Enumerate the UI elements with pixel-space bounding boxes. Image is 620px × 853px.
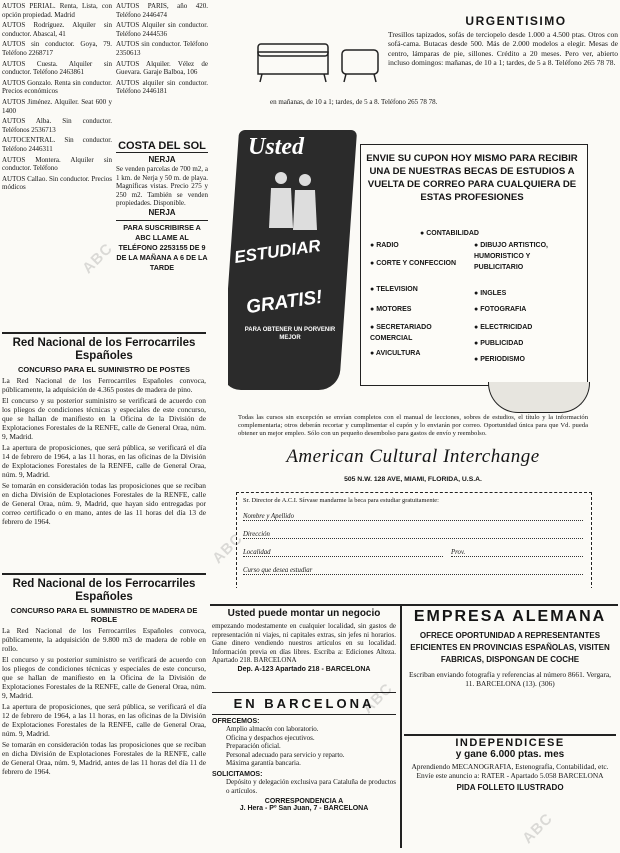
scholarship-ad xyxy=(228,120,606,588)
negocio-title: Usted puede montar un negocio xyxy=(227,608,381,619)
list-item: AUTOS Rodríguez. Alquiler sin conductor. Abascal, 41 xyxy=(2,21,112,38)
empresa-title: EMPRESA ALEMANA xyxy=(413,608,607,625)
costa-text: Se venden parcelas de 700 m2, a 1 km. de Nerja y 50 m. de playa. Magníficas vistas. Precio 275 y 250 m2. También se venden propiedades. Disponible. xyxy=(116,165,208,208)
field-localidad[interactable]: Localidad xyxy=(243,549,443,557)
independicese-subtitle: y gane 6.000 ptas. mes xyxy=(455,749,565,760)
profession-item: ● MOTORES xyxy=(370,306,412,313)
coupon-form xyxy=(236,492,592,588)
profession-item: ● PUBLICIDAD xyxy=(474,340,524,347)
abc-subscription: PARA SUSCRIBIRSE A ABC LLAME AL TELÉFONO 2253155 DE 9 DE LA MAÑANA A 6 DE LA TARDE xyxy=(116,220,208,273)
profession-item: ● DIBUJO ARTISTICO, HUMORISTICO Y PUBLICITARIO xyxy=(474,242,548,271)
list-item: Máxima garantía bancaria. xyxy=(226,759,301,768)
empresa-text: Escriban enviando fotografía y referencias al número 8661. Vergara, 11. BARCELONA (13). (306) xyxy=(408,670,612,689)
students-illustration xyxy=(263,168,323,238)
gratis-label: GRATIS! xyxy=(244,286,324,319)
negocio-text: empezando modestamente en cualquier localidad, sin gastos de representación ni viajes, ni capitales extras, sin jefes ni horarios. Gane dinero vendiendo nuestros artículos en su localidad. Información previa en días libres. Escriba a: Ediciones Alteza. Apartado 218. BARCELONA xyxy=(212,622,396,665)
costa-heading: COSTA DEL SOL xyxy=(116,140,208,153)
notice-paragraph: La Red Nacional de los Ferrocarriles Españoles convoca, públicamente, la adquisición de 4.365 postes de madera de pino. xyxy=(2,376,206,394)
second-column-classifieds xyxy=(116,2,208,137)
ofrecemos-label: OFRECEMOS: xyxy=(212,718,260,725)
barcelona-footer: CORRESPONDENCIA A xyxy=(264,798,344,806)
renfe-notice-roble xyxy=(2,578,206,848)
profession-item: ● FOTOGRAFIA xyxy=(474,306,527,313)
profession-item: ● AVICULTURA xyxy=(370,350,421,357)
notice-paragraph: La apertura de proposiciones, que será pública, se verificará el día 14 de febrero de 1964, a las 11 horas, en las oficinas de la División de Explotaciones Forestales de la RENFE, calle de General Oraa, núm. 9, Madrid. xyxy=(2,443,206,479)
renfe-notice-postes xyxy=(2,337,206,567)
negocio-ad xyxy=(212,608,396,688)
field-nombre[interactable]: Nombre y Apellido xyxy=(243,513,583,521)
independicese-title: INDEPENDICESE xyxy=(455,737,565,749)
notice-paragraph: La Red Nacional de los Ferrocarriles Españoles convoca, públicamente, la adquisición de 9.800 m3 de madera de roble en rollo. xyxy=(2,626,206,653)
scroll-curl xyxy=(488,382,590,413)
sofa-illustration xyxy=(250,30,390,90)
notice-paragraph: Se tomarán en consideración todas las proposiciones que se reciban en dicha División de Explotaciones Forestales de la RENFE, calle de General Oraa, núm. 9, Madrid, que hayan sido entregadas por correo certificado o en mano, antes de las 11 horas del día 13 de febrero de 1964. xyxy=(2,481,206,526)
urgentisimo-text: Tresillos tapizados, sofás de terciopelo desde 1.000 a 4.500 ptas. Otros con sofá-cama. Butacas desde 500. Más de 2.000 modelos a elegir. Mesas de centro, lámparas de pie, sillones. Crédito a 20 meses. Pero ver, abierto incluso domingos: mañanas, de 10 a 1; tardes, de 5 a 8. Teléfono 265 78 78. xyxy=(388,30,618,67)
scroll-small-text: PARA OBTENER UN PORVENIR MEJOR xyxy=(244,327,336,341)
list-item: Oficina y despachos ejecutivos. xyxy=(226,733,315,742)
abc-watermark: ABC xyxy=(359,679,397,718)
costa-del-sol-ad xyxy=(116,140,208,330)
independicese-footer: PIDA FOLLETO ILUSTRADO xyxy=(456,782,564,792)
profession-item: ● PERIODISMO xyxy=(474,356,525,363)
solicitamos-label: SOLICITAMOS: xyxy=(212,770,263,778)
field-direccion[interactable]: Dirección xyxy=(243,531,583,539)
list-item: Preparación oficial. xyxy=(226,742,281,751)
costa-town: NERJA xyxy=(148,207,176,217)
independicese-text: Aprendiendo MECANOGRAFIA, Estenografía, Contabilidad, etc. Envíe este anuncio a: RATER - Apartado 5.058 BARCELONA xyxy=(411,762,609,781)
empresa-lines: OFRECE OPORTUNIDAD A REPRESENTANTES EFICIENTES EN PROVINCIAS ESPAÑOLAS, VISITEN FABRICAS, DISPONGAN DE COCHE xyxy=(410,631,610,664)
notice-paragraph: El concurso y su posterior suministro se verificará de acuerdo con los pliegos de condiciones técnicas y especiales de este concurso, que se hallan de manifiesto en la Oficina de la División de Explotaciones Forestales de la RENFE, calle de General Oraa, núm. 9, Madrid. xyxy=(2,396,206,441)
list-item: AUTOS Cuesta. Alquiler sin conductor. Teléfono 2463861 xyxy=(2,59,112,77)
barcelona-address: J. Hera - Pº San Juan, 7 - BARCELONA xyxy=(239,805,369,813)
list-item: AUTOS Alquiler. Vélez de Guevara. Garaje Balboa, 106 xyxy=(116,59,208,77)
profession-item: ● RADIO xyxy=(370,242,399,249)
notice-paragraph: Se tomarán en consideración todas las proposiciones que se reciban en dicha División de Explotaciones Forestales de la RENFE, calle de General Oraa, núm. 9, Madrid, antes de las 11 horas del día 11 de febrero de 1964. xyxy=(2,740,206,776)
list-item: AUTOS Alquiler sin conductor. Teléfono 2444536 xyxy=(116,21,208,38)
furniture-ad xyxy=(210,14,618,114)
abc-watermark: ABC xyxy=(209,529,247,568)
list-item: AUTOS PARIS, año 420. Teléfono 2446474 xyxy=(116,2,208,19)
notice-title: Red Nacional de los Ferrocarriles Españoles xyxy=(12,337,196,362)
list-item: AUTOS alquiler sin conductor. Teléfono 2446181 xyxy=(116,78,208,96)
profession-item: ● CORTE Y CONFECCION xyxy=(370,260,457,267)
list-item: AUTOS Alba. Sin conductor. Teléfonos 2536713 xyxy=(2,117,112,134)
costa-town: NERJA xyxy=(148,155,176,164)
list-item: Depósito y delegación exclusiva para Cataluña de productos o artículos. xyxy=(226,777,396,795)
abc-watermark: ABC xyxy=(519,809,557,848)
urgentisimo-title: URGENTISIMO xyxy=(465,14,567,28)
independicese-ad xyxy=(404,737,616,847)
brand-name: American Cultural Interchange xyxy=(286,446,540,467)
notice-paragraph: El concurso y su posterior suministro se verificará de acuerdo con los pliegos de condiciones técnicas y especiales de este concurso, que se hallan de manifiesto en la Oficina de la División de Explotaciones Forestales de la RENFE, calle de General Oraa, núm. 9, Madrid. xyxy=(2,655,206,700)
urgentisimo-hours: en mañanas, de 10 a 1; tardes, de 5 a 8. Teléfono 265 78 78. xyxy=(270,98,438,106)
list-item: AUTOS Callao. Sin conductor. Precios módicos xyxy=(2,174,112,192)
usted-label: Usted xyxy=(248,134,304,160)
negocio-footer: Dep. A-123 Apartado 218 - BARCELONA xyxy=(237,665,371,673)
ad-headline: ENVIE SU CUPON HOY MISMO PARA RECIBIR UNA DE NUESTRAS BECAS DE ESTUDIOS A VUELTA DE CORREO PARA CUALQUIERA DE ESTAS PROFESIONES xyxy=(366,153,578,203)
profession-item: ● TELEVISION xyxy=(370,286,418,293)
list-item: AUTOS Jiménez. Alquiler. Seat 600 y 1400 xyxy=(2,97,112,115)
list-item: AUTOS sin conductor. Goya, 79. Teléfono 2268717 xyxy=(2,40,112,57)
field-provincia[interactable]: Prov. xyxy=(451,549,583,557)
list-item: AUTOS Montera. Alquiler sin conductor. Teléfono xyxy=(2,155,112,173)
notice-subtitle: CONCURSO PARA EL SUMINISTRO DE MADERA DE ROBLE xyxy=(10,606,198,624)
ad-note: Todas las cursos sin excepción se envían completos con el manual de lecciones, sobres de estudios, el título y la información complementaria; otros deberán recortar y cumplimentar el cupón y lo enviarán por correo. Oportunidad única para que Vd. pueda obtener un mejor empleo. Sólo con un pequeño desembolso para gastos de envío y reembolso. xyxy=(238,414,588,437)
list-item: AUTOS Gonzalo. Renta sin conductor. Precios económicos xyxy=(2,78,112,96)
form-intro: Sr. Director de A.C.I. Sírvase mandarme la beca para estudiar gratuitamente: xyxy=(243,497,439,504)
profession-item: ● INGLES xyxy=(474,290,507,297)
list-item: AUTOS sin conductor. Teléfono 2350613 xyxy=(116,40,208,57)
brand-address: 505 N.W. 128 AVE, MIAMI, FLORIDA, U.S.A. xyxy=(344,476,482,483)
list-item: Personal adecuado para servicio y reparto. xyxy=(226,750,345,759)
field-curso[interactable]: Curso que desea estudiar xyxy=(243,567,583,575)
empresa-alemana-ad xyxy=(404,608,616,734)
abc-watermark: ABC xyxy=(79,239,117,278)
notice-subtitle: CONCURSO PARA EL SUMINISTRO DE POSTES xyxy=(18,365,190,374)
list-item: AUTOS PERIAL. Renta, Lista, con opción propiedad. Madrid xyxy=(2,2,112,19)
profession-item: ● ELECTRICIDAD xyxy=(474,324,533,331)
notice-paragraph: La apertura de proposiciones, que será pública, se verificará el día 12 de febrero de 1964, a las 11 horas, en las oficinas de la División de Explotaciones Forestales de la RENFE, calle de General Oraa, núm. 9, Madrid. xyxy=(2,702,206,738)
notice-title: Red Nacional de los Ferrocarriles Españoles xyxy=(12,578,196,603)
profession-item: ● SECRETARIADO COMERCIAL xyxy=(370,324,432,342)
profession-item: ● CONTABILIDAD xyxy=(420,230,479,237)
list-item: AUTOCENTRAL. Sin conductor. Teléfono 2446311 xyxy=(2,136,112,153)
list-item: Amplio almacén con laboratorio. xyxy=(226,725,319,733)
estudiar-label: ESTUDIAR xyxy=(233,236,322,267)
barcelona-title: EN BARCELONA xyxy=(212,693,396,715)
